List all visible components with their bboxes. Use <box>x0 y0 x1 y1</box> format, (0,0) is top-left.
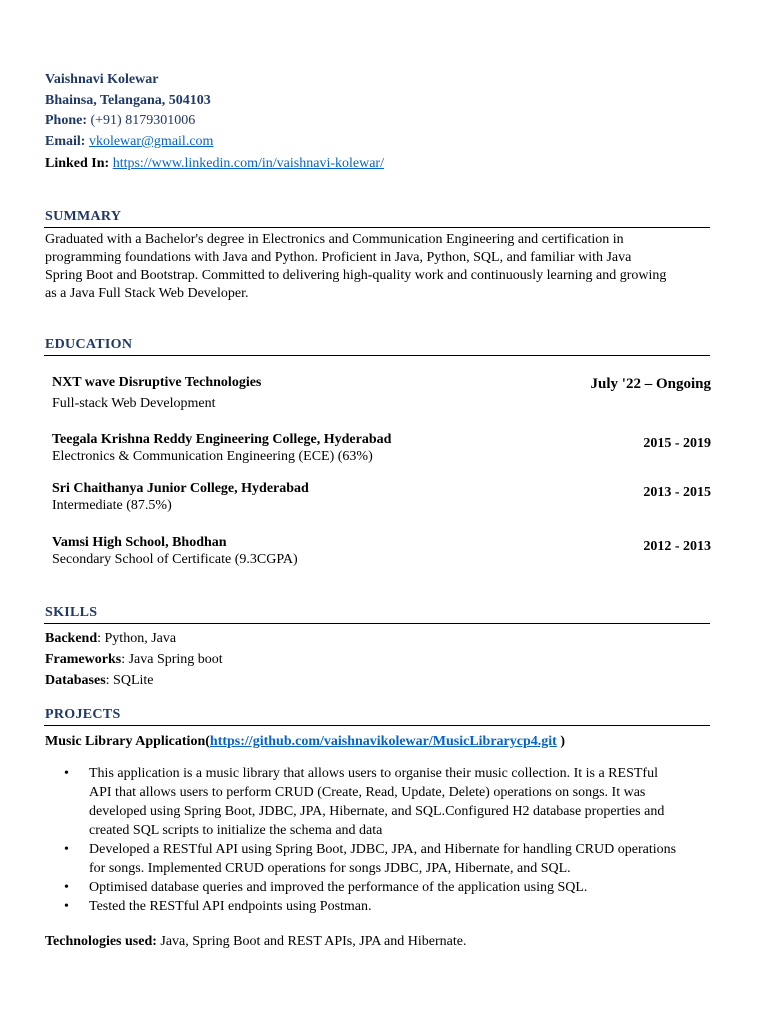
education-dates: 2012 - 2013 <box>643 539 711 554</box>
education-detail: Secondary School of Certificate (9.3CGPA) <box>52 552 298 567</box>
bullet-line: Developed a RESTful API using Spring Boot, JDBC, JPA, and Hibernate for handling CRUD operations <box>89 842 677 857</box>
bullet-line: This application is a music library that allows users to organise their music collection. It is a RESTful <box>89 766 658 781</box>
summary-line: as a Java Full Stack Web Developer. <box>45 286 249 301</box>
skill-label: Frameworks <box>45 652 122 667</box>
education-detail: Electronics & Communication Engineering (ECE) (63%) <box>52 449 373 464</box>
skill-backend <box>45 631 176 647</box>
summary-text <box>45 231 720 303</box>
skill-label: Backend <box>45 631 98 646</box>
summary-divider <box>44 227 710 228</box>
bullet-line: created SQL scripts to initialize the schema and data <box>89 823 383 838</box>
phone-line <box>45 113 195 129</box>
education-dates: 2013 - 2015 <box>643 485 711 500</box>
summary-line: Graduated with a Bachelor's degree in Electronics and Communication Engineering and certification in <box>45 232 624 247</box>
linkedin-label: Linked In: <box>45 156 110 171</box>
project-title-end: ) <box>556 734 565 749</box>
list-item <box>45 840 735 878</box>
bullet-icon: • <box>64 766 69 781</box>
bullet-line: developed using Spring Boot, JDBC, JPA, Hibernate, and SQL.Configured H2 database properties and <box>89 804 665 819</box>
summary-heading: SUMMARY <box>45 209 122 224</box>
skill-databases <box>45 673 154 689</box>
linkedin-line <box>45 156 384 172</box>
summary-line: Spring Boot and Bootstrap. Committed to delivering high-quality work and continuously learning and growing <box>45 268 667 283</box>
skill-value: : SQLite <box>105 673 154 688</box>
education-dates: July '22 – Ongoing <box>590 376 711 392</box>
skill-value: : Java Spring boot <box>121 652 223 667</box>
skill-label: Databases <box>45 673 106 688</box>
project-title-text: Music Library Application( <box>45 734 210 749</box>
list-item <box>45 764 735 840</box>
project-bullet-list <box>45 764 735 916</box>
project-title <box>45 734 565 750</box>
email-link[interactable]: vkolewar@gmail.com <box>88 134 214 149</box>
technologies-line <box>45 934 466 950</box>
candidate-name: Vaishnavi Kolewar <box>45 72 159 87</box>
skills-heading: SKILLS <box>45 605 98 620</box>
education-divider <box>44 355 710 356</box>
skills-divider <box>44 623 710 624</box>
bullet-line: for songs. Implemented CRUD operations for songs JDBC, JPA, Hibernate, and SQL. <box>89 861 571 876</box>
email-line <box>45 134 213 150</box>
education-heading: EDUCATION <box>45 337 133 352</box>
summary-line: programming foundations with Java and Python. Proficient in Java, Python, SQL, and familiar with Java <box>45 250 632 265</box>
list-item <box>45 897 735 916</box>
technologies-label: Technologies used: <box>45 934 157 949</box>
bullet-icon: • <box>64 880 69 895</box>
phone-value: (+91) 8179301006 <box>87 113 196 128</box>
education-institution: Vamsi High School, Bhodhan <box>52 535 227 550</box>
bullet-line: Optimised database queries and improved the performance of the application using SQL. <box>89 880 588 895</box>
skill-value: : Python, Java <box>97 631 177 646</box>
skill-frameworks <box>45 652 223 668</box>
education-detail: Intermediate (87.5%) <box>52 498 172 513</box>
project-github-link[interactable]: https://github.com/vaishnavikolewar/MusicLibrarycp4.git <box>209 734 557 749</box>
education-dates: 2015 - 2019 <box>643 436 711 451</box>
candidate-address: Bhainsa, Telangana, 504103 <box>45 93 211 108</box>
education-detail: Full-stack Web Development <box>52 396 216 411</box>
education-institution: Teegala Krishna Reddy Engineering College, Hyderabad <box>52 432 392 447</box>
education-institution: NXT wave Disruptive Technologies <box>52 375 262 390</box>
projects-heading: PROJECTS <box>45 707 121 722</box>
education-institution: Sri Chaithanya Junior College, Hyderabad <box>52 481 309 496</box>
phone-label: Phone: <box>45 113 87 128</box>
email-label: Email: <box>45 134 86 149</box>
bullet-line: Tested the RESTful API endpoints using Postman. <box>89 899 372 914</box>
bullet-icon: • <box>64 899 69 914</box>
bullet-icon: • <box>64 842 69 857</box>
technologies-value: Java, Spring Boot and REST APIs, JPA and Hibernate. <box>156 934 467 949</box>
linkedin-link[interactable]: https://www.linkedin.com/in/vaishnavi-kolewar/ <box>112 156 384 171</box>
projects-divider <box>44 725 710 726</box>
list-item <box>45 878 735 897</box>
bullet-line: API that allows users to perform CRUD (Create, Read, Update, Delete) operations on songs. It was <box>89 785 646 800</box>
